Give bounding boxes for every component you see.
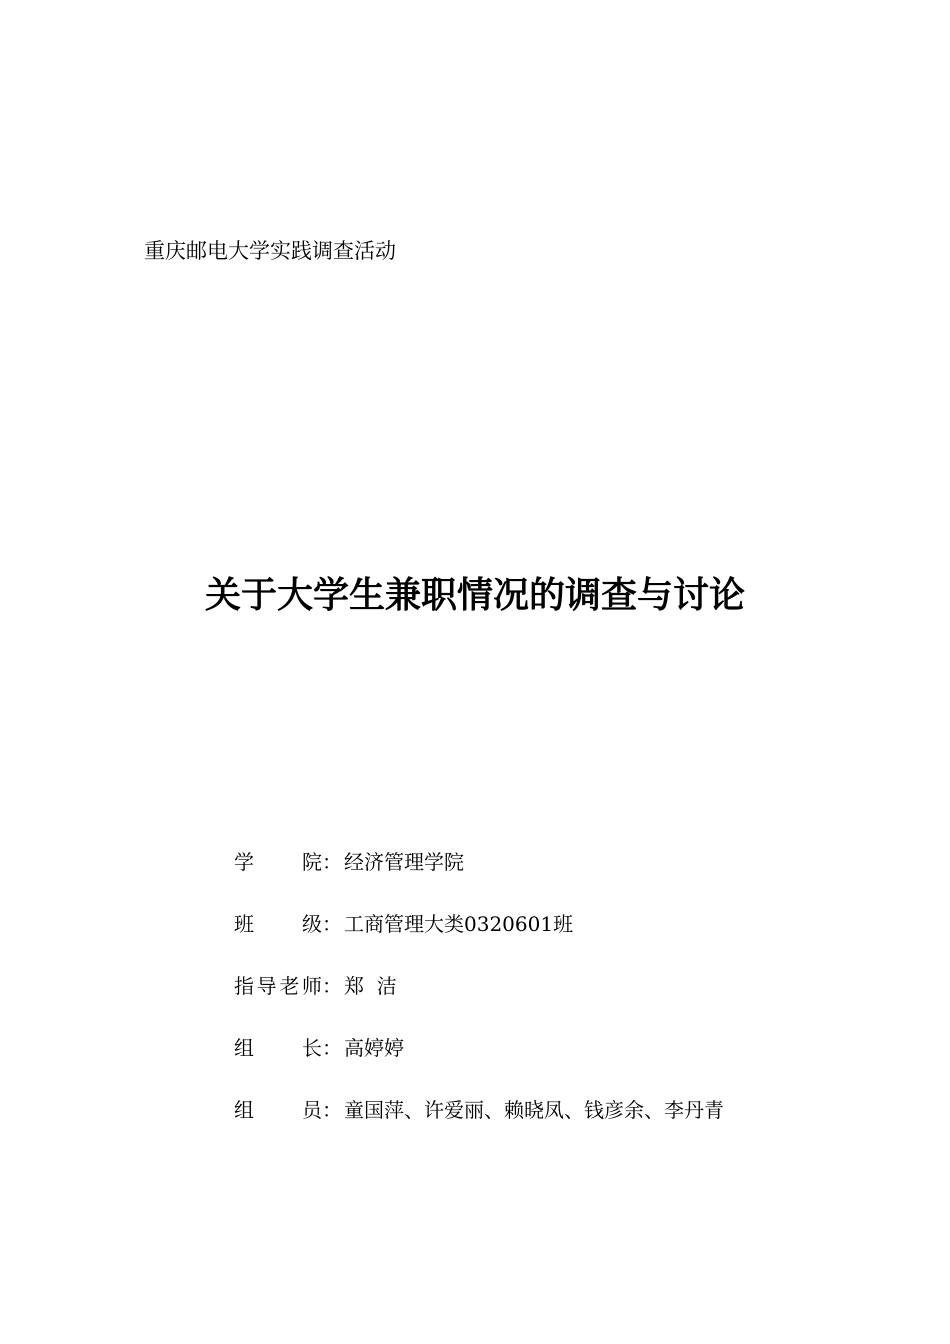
info-value-leader: 高婷婷 bbox=[344, 1036, 404, 1060]
info-row-leader bbox=[234, 1032, 724, 1094]
label-char: 老 bbox=[279, 974, 300, 998]
info-value-advisor: 郑 洁 bbox=[344, 974, 397, 998]
label-char: 学 bbox=[234, 850, 254, 874]
info-row-members bbox=[234, 1094, 724, 1156]
label-char: 员 bbox=[302, 1098, 322, 1122]
info-row-college bbox=[234, 846, 724, 908]
info-colon: ： bbox=[322, 1098, 342, 1122]
info-value-class: 工商管理大类0320601班 bbox=[344, 912, 574, 936]
document-subtitle: 重庆邮电大学实践调查活动 bbox=[144, 239, 396, 263]
info-label-class bbox=[234, 908, 322, 940]
label-char: 级 bbox=[302, 912, 322, 936]
info-row-advisor bbox=[234, 970, 724, 1032]
info-row-class bbox=[234, 908, 724, 970]
info-colon: ： bbox=[322, 974, 342, 998]
info-value-college: 经济管理学院 bbox=[344, 850, 464, 874]
label-char: 院 bbox=[302, 850, 322, 874]
info-label-college bbox=[234, 846, 322, 878]
info-value-members: 童国萍、许爱丽、赖晓凤、钱彦余、李丹青 bbox=[344, 1098, 724, 1122]
info-label-leader bbox=[234, 1032, 322, 1064]
label-char: 组 bbox=[234, 1036, 254, 1060]
label-char: 师 bbox=[301, 974, 322, 998]
label-char: 导 bbox=[256, 974, 277, 998]
info-colon: ： bbox=[322, 1036, 342, 1060]
document-title: 关于大学生兼职情况的调查与讨论 bbox=[204, 575, 745, 616]
info-block bbox=[234, 846, 724, 1156]
info-label-advisor bbox=[234, 970, 322, 1002]
label-char: 指 bbox=[234, 974, 254, 998]
label-char: 班 bbox=[234, 912, 254, 936]
info-label-members bbox=[234, 1094, 322, 1126]
label-char: 长 bbox=[302, 1036, 322, 1060]
info-colon: ： bbox=[322, 850, 342, 874]
info-colon: ： bbox=[322, 912, 342, 936]
label-char: 组 bbox=[234, 1098, 254, 1122]
